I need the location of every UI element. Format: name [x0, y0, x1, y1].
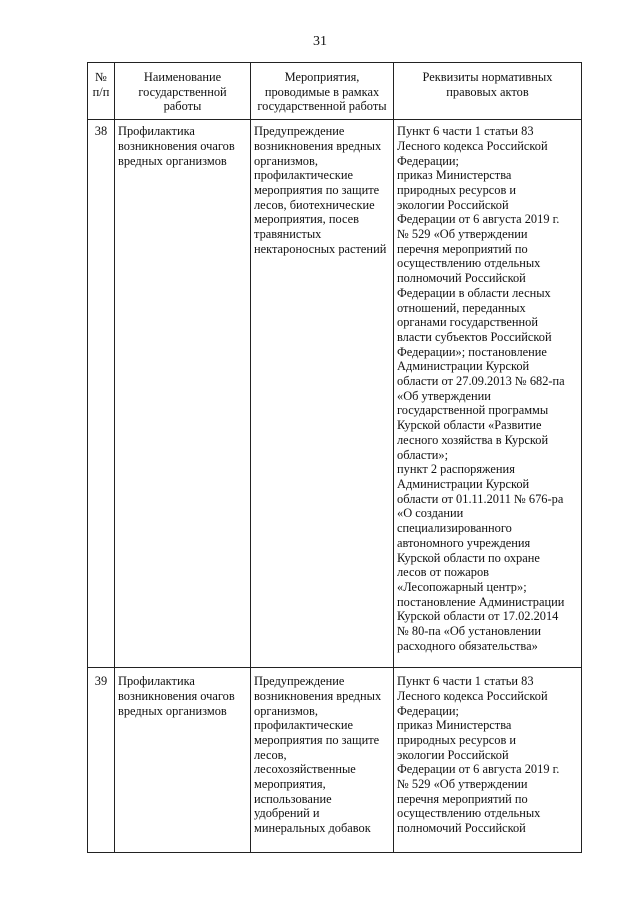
text-line: государственной работы [257, 99, 387, 114]
text-line: минеральных добавок [254, 821, 371, 836]
text-line: пункт 2 распоряжения [397, 462, 515, 477]
text-line: Курской области по охране [397, 550, 540, 565]
text-line: возникновения вредных [254, 138, 382, 153]
text-line: Администрации Курской [397, 359, 530, 374]
text-line: организмов, [254, 153, 318, 168]
text-line: области от 01.11.2011 № 676-ра [397, 491, 564, 506]
text-line: Профилактика [118, 674, 195, 689]
text-line: осуществлению отдельных [397, 256, 541, 271]
text-line: экологии Российской [397, 747, 509, 762]
header-number [88, 63, 115, 120]
text-line: Курской области от 17.02.2014 [397, 609, 559, 624]
text-line: приказ Министерства [397, 718, 512, 733]
text-line: Профилактика [118, 124, 195, 139]
text-line: нектароносных растений [254, 241, 387, 256]
legal-acts-table [87, 62, 582, 853]
text-line: «Лесопожарный центр»; [397, 579, 527, 594]
text-line: государственной [138, 84, 227, 99]
text-line: приказ Министерства [397, 168, 512, 183]
table-row [88, 668, 582, 853]
text-line: Лесного кодекса Российской [397, 688, 548, 703]
text-line: Федерации; [397, 153, 459, 168]
text-line: Федерации в области лесных [397, 285, 551, 300]
text-line: профилактические [254, 718, 353, 733]
text-line: правовых актов [446, 84, 529, 99]
text-line: мероприятия по защите [254, 182, 380, 197]
row-number: 38 [88, 120, 115, 668]
work-name-cell [115, 120, 251, 668]
text-line: Администрации Курской [397, 476, 530, 491]
text-line: Предупреждение [254, 124, 345, 139]
text-line: возникновения очагов [118, 138, 235, 153]
text-line: полномочий Российской [397, 821, 526, 836]
text-line: организмов, [254, 703, 318, 718]
text-line: области»; [397, 447, 449, 462]
table-row [88, 120, 582, 668]
text-line: профилактические [254, 168, 353, 183]
text-line: отношений, переданных [397, 300, 526, 315]
text-line: расходного обязательства» [397, 638, 538, 653]
text-line: природных ресурсов и [397, 732, 517, 747]
text-line: Наименование [143, 70, 222, 84]
text-line: работы [163, 99, 202, 114]
text-line: № [95, 70, 107, 84]
header-activities [251, 63, 394, 120]
text-line: перечня мероприятий по [397, 791, 528, 806]
text-line: специализированного [397, 521, 512, 536]
text-line: власти субъектов Российской [397, 329, 552, 344]
text-line: лесного хозяйства в Курской [397, 432, 549, 447]
text-line: органами государственной [397, 315, 538, 330]
header-work-name [115, 63, 251, 120]
work-name-cell [115, 668, 251, 853]
text-line: вредных организмов [118, 703, 227, 718]
text-line: постановление Администрации [397, 594, 565, 609]
text-line: Реквизиты нормативных [422, 70, 553, 84]
page-number: 31 [313, 34, 327, 49]
text-line: Курской области «Развитие [397, 418, 542, 433]
text-line: Мероприятия, [284, 70, 360, 84]
row-number: 39 [88, 668, 115, 853]
text-line: Предупреждение [254, 674, 345, 689]
text-line: Пункт 6 части 1 статьи 83 [397, 124, 534, 139]
text-line: Федерации»; постановление [397, 344, 547, 359]
text-line: полномочий Российской [397, 271, 526, 286]
text-line: мероприятия по защите [254, 732, 380, 747]
text-line: области от 27.09.2013 № 682-па [397, 374, 565, 389]
text-line: Федерации от 6 августа 2019 г. [397, 762, 560, 777]
text-line: «Об утверждении [397, 388, 491, 403]
text-line: Пункт 6 части 1 статьи 83 [397, 674, 534, 689]
text-line: возникновения очагов [118, 688, 235, 703]
text-line: природных ресурсов и [397, 182, 517, 197]
text-line: № 529 «Об утверждении [397, 777, 528, 792]
text-line: мероприятия, [254, 777, 326, 792]
text-line: перечня мероприятий по [397, 241, 528, 256]
text-line: Федерации от 6 августа 2019 г. [397, 212, 560, 227]
text-line: удобрений и [254, 806, 320, 821]
text-line: автономного учреждения [397, 535, 531, 550]
table-header-row [88, 63, 582, 120]
header-legal-acts [394, 63, 582, 120]
text-line: мероприятия, посев [254, 212, 359, 227]
text-line: лесов, биотехнические [254, 197, 375, 212]
legal-acts-cell [394, 120, 582, 668]
text-line: № 529 «Об утверждении [397, 227, 528, 242]
legal-acts-cell [394, 668, 582, 853]
text-line: п/п [92, 84, 110, 99]
text-line: вредных организмов [118, 153, 227, 168]
activities-cell [251, 120, 394, 668]
text-line: использование [254, 791, 332, 806]
text-line: государственной программы [397, 403, 549, 418]
activities-cell [251, 668, 394, 853]
text-line: возникновения вредных [254, 688, 382, 703]
text-line: Федерации; [397, 703, 459, 718]
text-line: осуществлению отдельных [397, 806, 541, 821]
text-line: экологии Российской [397, 197, 509, 212]
text-line: проводимые в рамках [264, 84, 380, 99]
text-line: лесов, [254, 747, 287, 762]
text-line: лесов от пожаров [397, 565, 489, 580]
text-line: Лесного кодекса Российской [397, 138, 548, 153]
text-line: «О создании [397, 506, 464, 521]
text-line: травянистых [254, 227, 322, 242]
text-line: лесохозяйственные [254, 762, 356, 777]
text-line: № 80-па «Об установлении [397, 624, 542, 639]
